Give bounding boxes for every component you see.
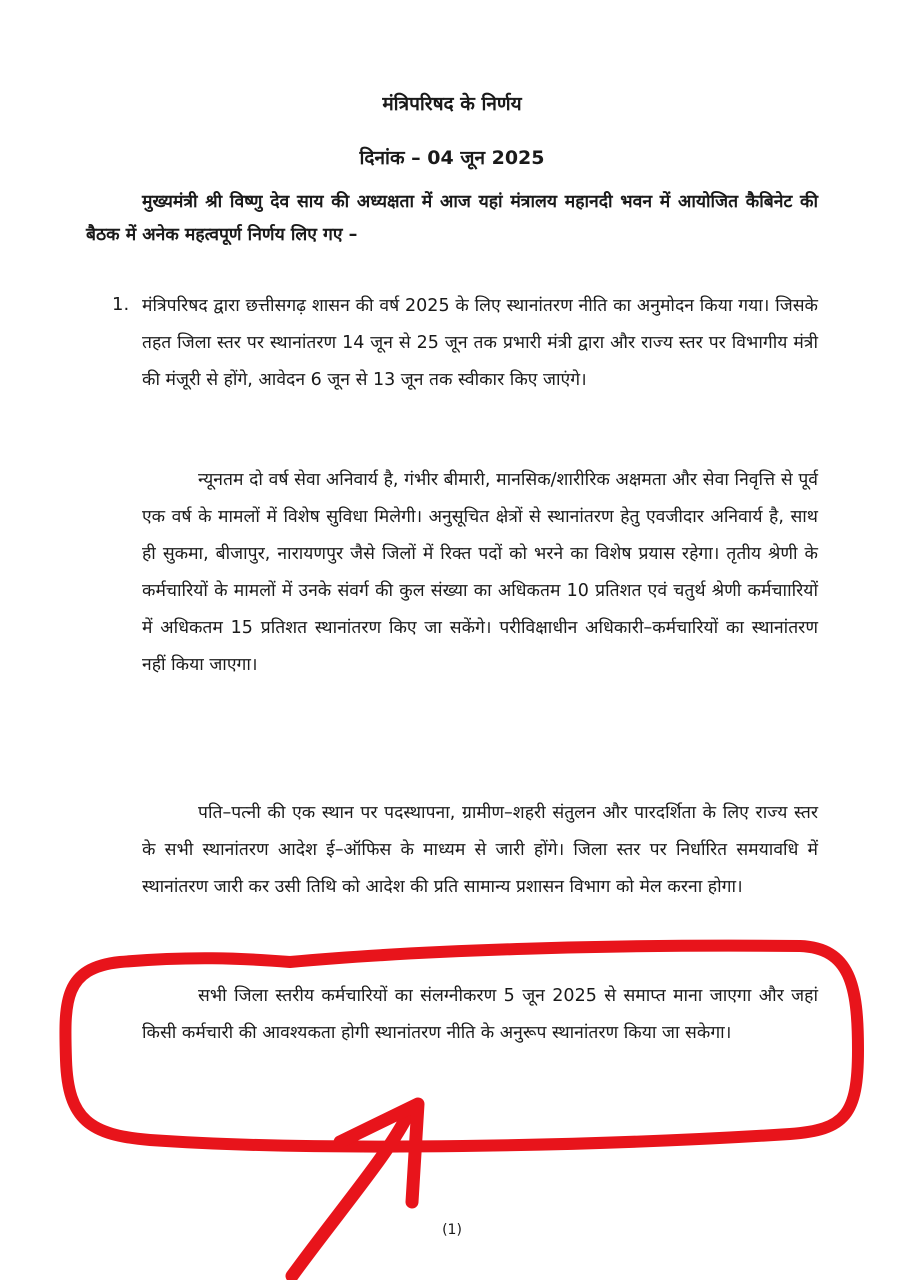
pointer-arrow-head <box>340 1104 418 1202</box>
page-number: (1) <box>442 1222 462 1238</box>
pointer-arrow-shaft <box>292 1110 410 1276</box>
paragraph-transfer-policy: मंत्रिपरिषद द्वारा छत्तीसगढ़ शासन की वर्ष 2025 के लिए स्थानांतरण नीति का अनुमोदन किया गया। जिसके तहत जिला स्तर पर स्थानांतरण 14 जून से 25 जून तक प्रभारी मंत्री द्वारा और राज्य स्तर पर विभागीय मंत्री की मंजूरी से होंगे, आवेदन 6 जून से 13 जून तक स्वीकार किए जाएंगे। <box>142 296 818 390</box>
paragraph-e-office: पति–पत्नी की एक स्थान पर पदस्थापना, ग्रामीण–शहरी संतुलन और पारदर्शिता के लिए राज्य स्तर के सभी स्थानांतरण आदेश ई–ऑफिस के माध्यम से जारी होंगे। जिला स्तर पर निर्धारित समयावधि में स्थानांतरण जारी कर उसी तिथि को आदेश की प्रति सामान्य प्रशासन विभाग को मेल करना होगा। <box>142 803 818 897</box>
intro-paragraph: मुख्यमंत्री श्री विष्णु देव साय की अध्यक्षता में आज यहां मंत्रालय महानदी भवन में आयोजित कैबिनेट की बैठक में अनेक महत्वपूर्ण निर्णय लिए गए – <box>86 192 818 245</box>
item-number: 1. <box>112 294 130 315</box>
document-title: मंत्रिपरिषद के निर्णय <box>382 93 522 115</box>
paragraph-service-rules: न्यूनतम दो वर्ष सेवा अनिवार्य है, गंभीर बीमारी, मानसिक/शारीरिक अक्षमता और सेवा निवृत्ति से पूर्व एक वर्ष के मामलों में विशेष सुविधा मिलेगी। अनुसूचित क्षेत्रों से स्थानांतरण हेतु एवजीदार अनिवार्य है, साथ ही सुकमा, बीजापुर, नारायणपुर जैसे जिलों में रिक्त पदों को भरने का विशेष प्रयास रहेगा। तृतीय श्रेणी के कर्मचारियों के मामलों में उनके संवर्ग की कुल संख्या का अधिकतम 10 प्रतिशत एवं चतुर्थ श्रेणी कर्मचाारियों में अधिकतम 15 प्रतिशत स्थानांतरण किए जा सकेंगे। परीविक्षाधीन अधिकारी–कर्मचारियों का स्थानांतरण नहीं किया जाएगा। <box>142 470 818 675</box>
document-date: दिनांक – 04 जून 2025 <box>359 147 545 169</box>
paragraph-attachment-ended: सभी जिला स्तरीय कर्मचारियों का संलग्नीकरण 5 जून 2025 से समाप्त माना जाएगा और जहां किसी कर्मचारी की आवश्यकता होगी स्थानांतरण नीति के अनुरूप स्थानांतरण किया जा सकेगा। <box>142 986 818 1043</box>
